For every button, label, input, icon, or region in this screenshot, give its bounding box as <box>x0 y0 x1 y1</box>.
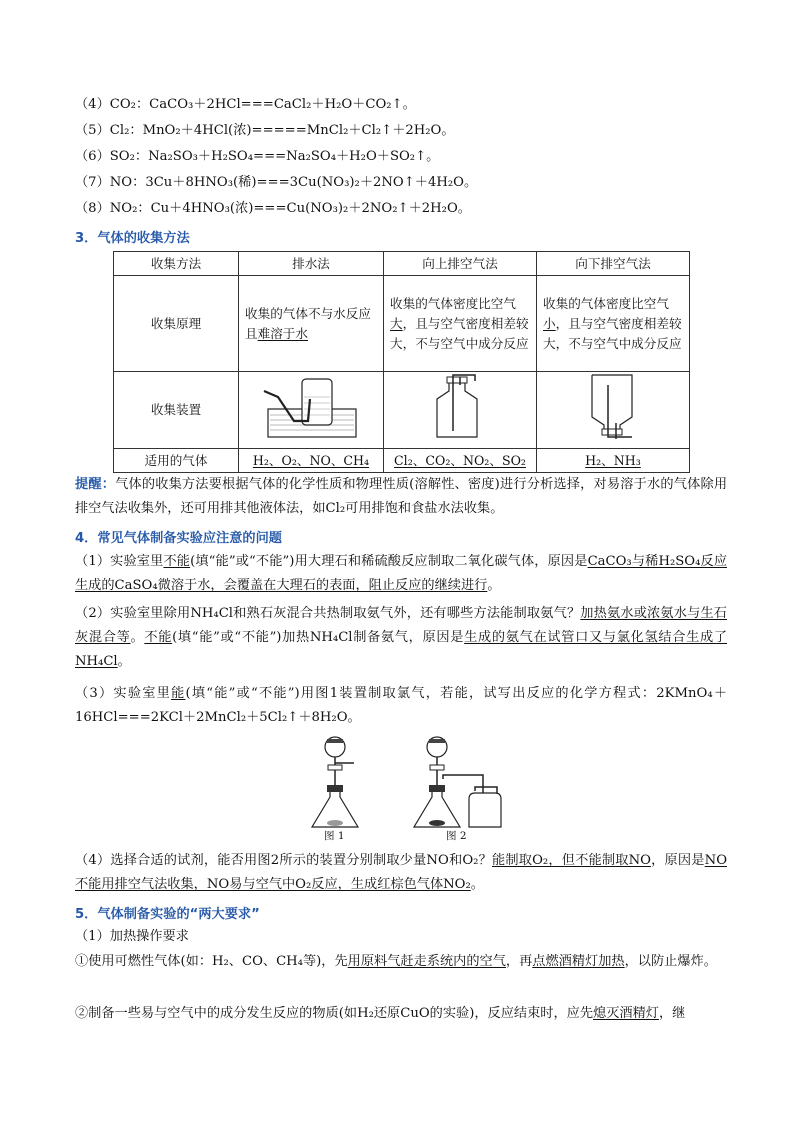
principle-row <box>114 276 690 372</box>
upward-air-apparatus <box>384 372 537 449</box>
question-3: （3）实验室里能(填“能”或“不能”)用图1装置制取氯气，若能，试写出反应的化学方程式：2KMnO₄＋16HCl===2KCl＋2MnCl₂＋5Cl₂↑＋8H₂O。 <box>75 686 728 725</box>
gases-row <box>114 449 690 473</box>
tip-paragraph: 提醒：气体的收集方法要根据气体的化学性质和物理性质(溶解性、密度)进行分析选择，对易溶于水的气体除用排空气法收集外，还可用排其他液体法，如Cl₂可用排饱和食盐水法收集。 <box>75 477 728 516</box>
downward-air-apparatus <box>537 372 690 449</box>
table-header-row <box>114 252 690 276</box>
reaction-line: （6）SO₂：Na₂SO₃＋H₂SO₄===Na₂SO₄＋H₂O＋SO₂↑。 <box>75 149 440 164</box>
tip-label: 提醒： <box>75 477 116 492</box>
gases-label: 适用的气体 <box>114 449 239 473</box>
item-1: ①使用可燃性气体(如：H₂、CO、CH₄等)，先用原料气赶走系统内的空气，再点燃酒精灯加热，以防止爆炸。 <box>75 954 717 969</box>
gases-up: Cl₂、CO₂、NO₂、SO₂ <box>384 449 537 473</box>
principle-down: 收集的气体密度比空气小，且与空气密度相差较大，不与空气中成分反应 <box>537 276 690 372</box>
question-4: （4）选择合适的试剂，能否用图2所示的装置分别制取少量NO和O₂？能制取O₂，但不能制取NO，原因是NO不能用排空气法收集，NO易与空气中O₂反应，生成红棕色气体NO₂。 <box>75 853 728 892</box>
water-displacement-apparatus <box>239 372 384 449</box>
header-cell: 收集方法 <box>114 252 239 276</box>
reaction-line: （7）NO：3Cu＋8HNO₃(稀)===3Cu(NO₃)₂＋2NO↑＋4H₂O。 <box>75 175 478 190</box>
header-cell: 排水法 <box>239 252 384 276</box>
gases-down: H₂、NH₃ <box>537 449 690 473</box>
principle-water: 收集的气体不与水反应且难溶于水 <box>239 276 384 372</box>
water-displacement-diagram <box>256 373 366 441</box>
upward-air-diagram <box>405 373 515 441</box>
device-label: 收集装置 <box>114 372 239 449</box>
reaction-line: （8）NO₂：Cu＋4HNO₃(浓)===Cu(NO₃)₂＋2NO₂↑＋2H₂O。 <box>75 201 471 216</box>
section-4-heading: 4．常见气体制备实验应注意的问题 <box>75 531 282 546</box>
figure-1-apparatus <box>300 735 370 833</box>
principle-up: 收集的气体密度比空气大，且与空气密度相差较大，不与空气中成分反应 <box>384 276 537 372</box>
principle-label: 收集原理 <box>114 276 239 372</box>
header-cell: 向上排空气法 <box>384 252 537 276</box>
sub-heading-heating: （1）加热操作要求 <box>75 929 189 944</box>
downward-air-diagram <box>558 373 668 441</box>
section-5-heading: 5．气体制备实验的“两大要求” <box>75 907 260 922</box>
figure-1-caption: 图 1 <box>324 830 345 842</box>
figure-2-caption: 图 2 <box>446 830 467 842</box>
gas-collection-table <box>113 251 690 473</box>
reaction-line: （4）CO₂：CaCO₃＋2HCl===CaCl₂＋H₂O＋CO₂↑。 <box>75 97 416 112</box>
gases-water: H₂、O₂、NO、CH₄ <box>239 449 384 473</box>
section-3-heading: 3．气体的收集方法 <box>75 231 190 246</box>
question-2: （2）实验室里除用NH₄Cl和熟石灰混合共热制取氨气外，还有哪些方法能制取氨气？加热氨水或浓氨水与生石灰混合等。不能(填“能”或“不能”)加热NH₄Cl制备氨气，原因是生成的氨气在试管口又与氯化氢结合生成了NH₄Cl。 <box>75 606 728 669</box>
header-cell: 向下排空气法 <box>537 252 690 276</box>
device-row <box>114 372 690 449</box>
reaction-line: （5）Cl₂：MnO₂＋4HCl(浓)=====MnCl₂＋Cl₂↑＋2H₂O。 <box>75 123 455 138</box>
item-2: ②制备一些易与空气中的成分发生反应的物质(如H₂还原CuO的实验)，反应结束时，应先熄灭酒精灯，继 <box>75 1006 686 1021</box>
figure-2-apparatus <box>405 735 505 833</box>
question-1: （1）实验室里不能(填“能”或“不能”)用大理石和稀硫酸反应制取二氧化碳气体，原因是CaCO₃与稀H₂SO₄反应生成的CaSO₄微溶于水，会覆盖在大理石的表面，阻止反应的继续进行。 <box>75 554 728 593</box>
